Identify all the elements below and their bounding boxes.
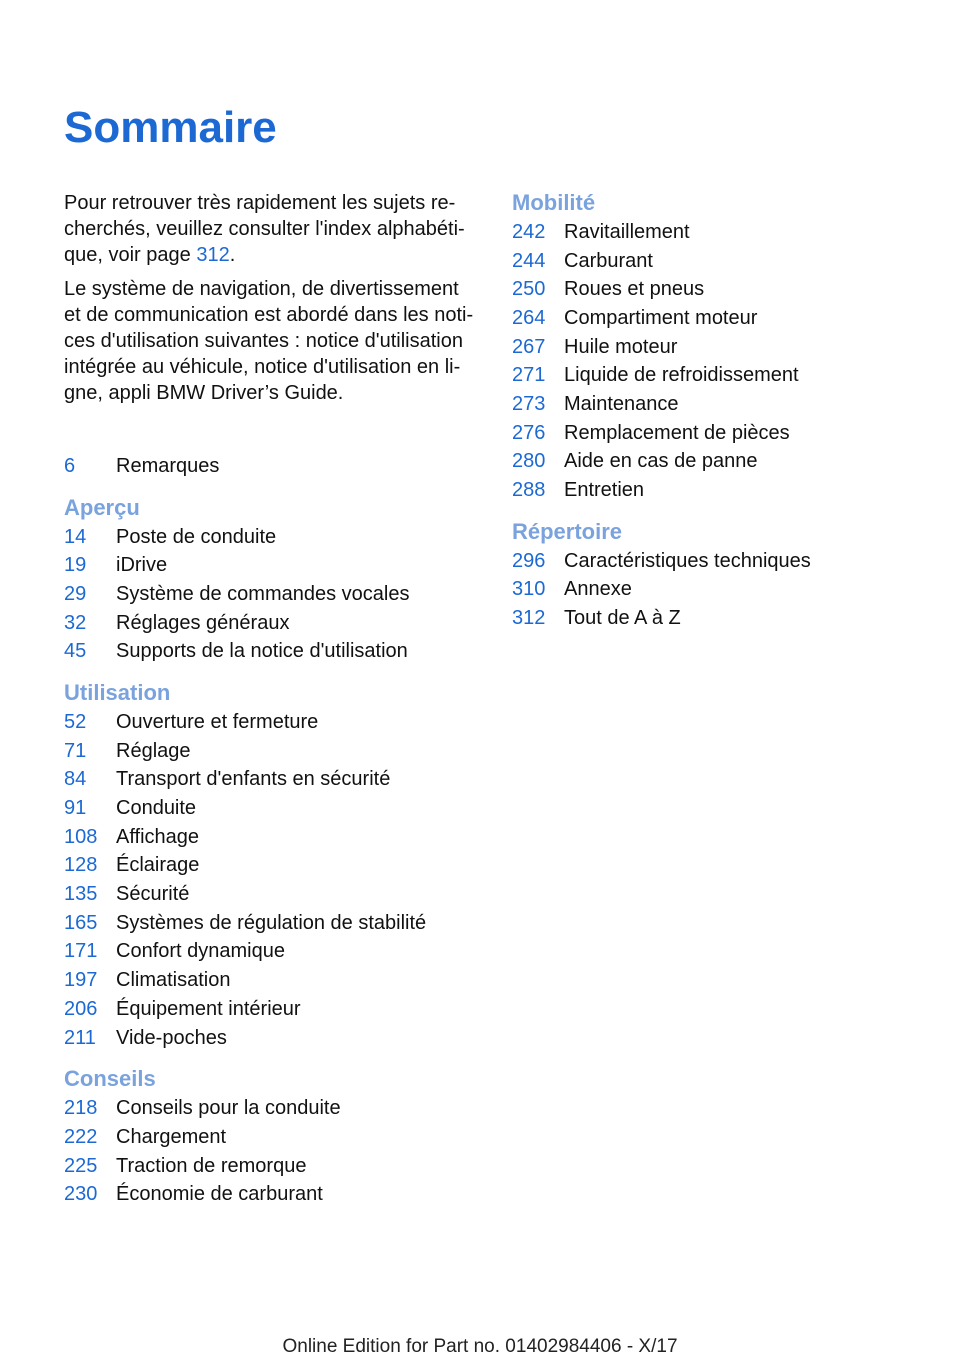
toc-entry[interactable] [512,247,932,276]
toc-entry-label: Systèmes de régulation de stabilité [116,911,427,934]
toc-entry[interactable] [64,909,484,938]
section-title: Utilisation [64,680,171,706]
toc-page-number[interactable]: 250 [512,278,546,301]
toc-section [64,452,484,481]
toc-page-number[interactable]: 45 [64,640,87,663]
toc-entry[interactable] [512,361,932,390]
toc-page-number[interactable]: 273 [512,392,546,415]
toc-page-number[interactable]: 267 [512,335,546,358]
toc-page-number[interactable]: 84 [64,768,87,791]
toc-entry-label: Aide en cas de panne [564,450,758,473]
intro [64,190,476,414]
toc-page-number[interactable]: 276 [512,421,546,444]
toc-entry-label: Confort dynamique [116,940,285,963]
toc-entry-label: Traction de remorque [116,1154,307,1177]
section-title: Répertoire [512,518,623,544]
toc-entry-label: Roues et pneus [564,278,705,301]
toc-entry-label: Climatisation [116,969,231,992]
toc-page-number[interactable]: 206 [64,997,98,1020]
toc-entry-label: Transport d'enfants en sécurité [116,768,391,791]
toc-page-number[interactable]: 165 [64,911,98,934]
toc-section [512,188,932,505]
toc-page-number[interactable]: 128 [64,854,98,877]
toc-entry[interactable] [64,1180,484,1209]
toc-entry-label: Éclairage [116,854,200,877]
toc-page-number[interactable]: 271 [512,364,546,387]
toc-entry-label: Annexe [564,578,632,601]
toc-entry-label: Compartiment moteur [564,306,758,329]
toc-page-number[interactable]: 211 [64,1026,96,1049]
toc-entry[interactable] [512,576,932,605]
toc-page-number[interactable]: 52 [64,710,87,733]
toc-page-number[interactable]: 222 [64,1125,98,1148]
toc-entry[interactable] [64,1152,484,1181]
toc-entry-label: Réglage [116,739,191,762]
toc-section [512,517,932,633]
toc-entry[interactable] [512,547,932,576]
section-title: Conseils [64,1066,156,1092]
toc-page-number[interactable]: 312 [512,607,546,630]
intro-period: . [229,244,236,266]
toc-entry[interactable] [512,333,932,362]
toc-page-number[interactable]: 108 [64,825,98,848]
section-title: Aperçu [64,494,140,520]
toc-entry[interactable] [64,966,484,995]
toc-entry-label: Maintenance [564,392,679,415]
toc-section [64,678,484,1052]
toc-page-number[interactable]: 71 [64,739,87,762]
toc-page-number[interactable]: 264 [512,306,546,329]
toc-section [64,493,484,666]
toc-entry-label: iDrive [116,554,168,577]
toc-page-number[interactable]: 310 [512,578,546,601]
intro-paragraph-index [64,190,476,268]
toc-entry-label: Caractéristiques techniques [564,549,811,572]
toc-entry-label: Huile moteur [564,335,678,358]
toc-entry-label: Sécurité [116,883,190,906]
intro-paragraph-navigation: Le système de navigation, de divertissement et de communication est abordé dans les noti-ces d'utilisation suivantes : notice d'utilisation intégrée au véhicule, notice d'utilisation en li-gne, appli BMW Driver’s Guide. [64,278,474,404]
toc-entry-label: Équipement intérieur [116,997,301,1020]
toc-entry-label: Vide-poches [116,1026,227,1049]
toc-entry-label: Ravitaillement [564,220,690,243]
toc-entry-label: Chargement [116,1125,227,1148]
toc-entry[interactable] [64,852,484,881]
toc-entry[interactable] [64,823,484,852]
toc-entry[interactable] [512,604,932,633]
toc-entry[interactable] [512,275,932,304]
toc-entry-label: Tout de A à Z [564,607,681,630]
toc-entry-label: Réglages généraux [116,611,290,634]
toc-entry[interactable] [64,794,484,823]
toc-page-number[interactable]: 244 [512,249,546,272]
toc-page-number[interactable]: 288 [512,479,546,502]
toc-entry[interactable] [64,609,484,638]
toc-entry[interactable] [64,1094,484,1123]
section-title: Mobilité [512,190,596,215]
toc-entry[interactable] [64,580,484,609]
toc-entry[interactable] [64,1024,484,1053]
toc-page-number[interactable]: 197 [64,969,98,992]
toc-right-column [512,188,932,645]
toc-entry[interactable] [512,476,932,505]
toc-entry[interactable] [512,390,932,419]
toc-entry-label: Carburant [564,249,653,272]
index-page-link[interactable]: 312 [196,244,230,266]
toc-entry[interactable] [64,551,484,580]
toc-entry[interactable] [64,452,484,481]
toc-entry[interactable] [64,637,484,666]
toc-entry[interactable] [512,304,932,333]
toc-page-number[interactable]: 32 [64,611,87,634]
toc-entry-label: Poste de conduite [116,525,277,548]
toc-entry[interactable] [64,766,484,795]
toc-entry-label: Ouverture et fermeture [116,710,319,733]
toc-entry[interactable] [64,880,484,909]
toc-entry-label: Conduite [116,797,197,820]
toc-entry[interactable] [64,995,484,1024]
intro-text: Pour retrouver très rapidement les sujets re-cherchés, veuillez consulter l'index alphabéti-que, voir page [64,192,465,266]
toc-page-number[interactable]: 218 [64,1097,98,1120]
toc-page-number[interactable]: 29 [64,582,87,605]
toc-entry-label: Supports de la notice d'utilisation [116,640,408,663]
toc-section [64,1064,484,1209]
toc-page-number[interactable]: 6 [64,454,76,477]
toc-page-number[interactable]: 280 [512,450,546,473]
toc-left-column [64,452,484,1221]
toc-entry-label: Système de commandes vocales [116,582,410,605]
footer-edition: Online Edition for Part no. 01402984406 - X/17 [282,1336,678,1357]
toc-entry[interactable] [64,737,484,766]
toc-page-number[interactable]: 296 [512,549,546,572]
toc-page-number[interactable]: 91 [64,797,87,820]
toc-entry-label: Entretien [564,479,645,502]
toc-entry[interactable] [512,218,932,247]
toc-page-number[interactable]: 225 [64,1154,98,1177]
toc-entry-label: Conseils pour la conduite [116,1097,341,1120]
toc-entry-label: Économie de carburant [116,1183,323,1206]
toc-entry[interactable] [64,523,484,552]
toc-entry-label: Affichage [116,825,200,848]
toc-entry[interactable] [64,1123,484,1152]
toc-entry-label: Remplacement de pièces [564,421,790,444]
toc-entry[interactable] [64,708,484,737]
toc-page-number[interactable]: 135 [64,883,98,906]
toc-page-number[interactable]: 14 [64,525,87,548]
toc-page-number[interactable]: 230 [64,1183,98,1206]
toc-entry-label: Remarques [116,454,220,477]
page-title: Sommaire [64,103,277,152]
toc-entry[interactable] [512,419,932,448]
toc-entry[interactable] [64,938,484,967]
toc-page-number[interactable]: 242 [512,220,546,243]
toc-entry[interactable] [512,448,932,477]
toc-page-number[interactable]: 171 [64,940,98,963]
toc-entry-label: Liquide de refroidissement [564,364,799,387]
toc-page-number[interactable]: 19 [64,554,87,577]
